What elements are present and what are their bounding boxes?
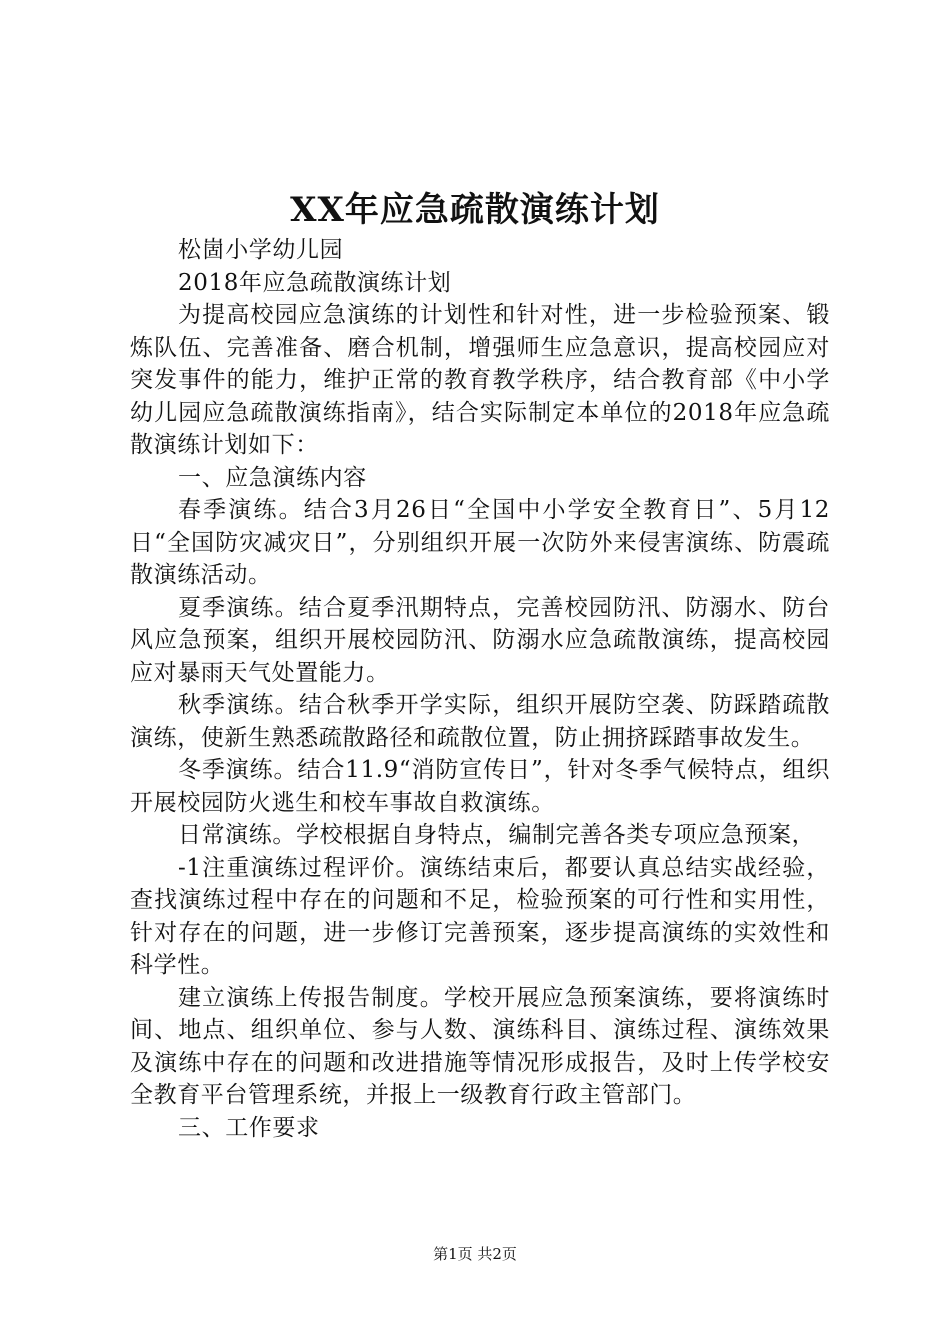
page-footer: 第1页 共2页 xyxy=(433,1245,517,1263)
document-body xyxy=(130,234,830,1144)
summer-drill-paragraph: 夏季演练。结合夏季汛期特点，完善校园防汛、防溺水、防台风应急预案，组织开展校园防汛、防溺水应急疏散演练，提高校园应对暴雨天气处置能力。 xyxy=(130,594,830,686)
spring-drill-paragraph: 春季演练。结合3月26日“全国中小学安全教育日”、5月12日“全国防灾减灾日”，分别组织开展一次防外来侵害演练、防震疏散演练活动。 xyxy=(130,497,830,588)
winter-drill-paragraph: 冬季演练。结合11.9“消防宣传日”，针对冬季气候特点，组织开展校园防火逃生和校车事故自救演练。 xyxy=(130,757,830,816)
intro-paragraph: 为提高校园应急演练的计划性和针对性，进一步检验预案、锻炼队伍、完善准备、磨合机制，增强师生应急意识，提高校园应对突发事件的能力，维护正常的教育教学秩序，结合教育部《中小学幼儿园应急疏散演练指南》，结合实际制定本单位的2018年应急疏散演练计划如下： xyxy=(130,302,830,458)
reporting-paragraph: 建立演练上传报告制度。学校开展应急预案演练，要将演练时间、地点、组织单位、参与人数、演练科目、演练过程、演练效果及演练中存在的问题和改进措施等情况形成报告，及时上传学校安全教育平台管理系统，并报上一级教育行政主管部门。 xyxy=(130,984,830,1108)
section-heading-1: 一、应急演练内容 xyxy=(178,464,367,491)
document-title: XX年应急疏散演练计划 xyxy=(290,190,660,230)
autumn-drill-paragraph: 秋季演练。结合秋季开学实际，组织开展防空袭、防踩踏疏散演练，使新生熟悉疏散路径和疏散位置，防止拥挤踩踏事故发生。 xyxy=(130,692,830,751)
evaluation-paragraph: -1注重演练过程评价。演练结束后，都要认真总结实战经验，查找演练过程中存在的问题和不足，检验预案的可行性和实用性，针对存在的问题，进一步修订完善预案，逐步提高演练的实效性和科学性。 xyxy=(130,854,830,978)
daily-drill-paragraph: 日常演练。学校根据自身特点，编制完善各类专项应急预案， xyxy=(178,822,816,848)
plan-subtitle: 2018年应急疏散演练计划 xyxy=(178,269,452,296)
section-heading-3: 三、工作要求 xyxy=(178,1114,320,1141)
school-name: 松崮小学幼儿园 xyxy=(178,237,344,263)
